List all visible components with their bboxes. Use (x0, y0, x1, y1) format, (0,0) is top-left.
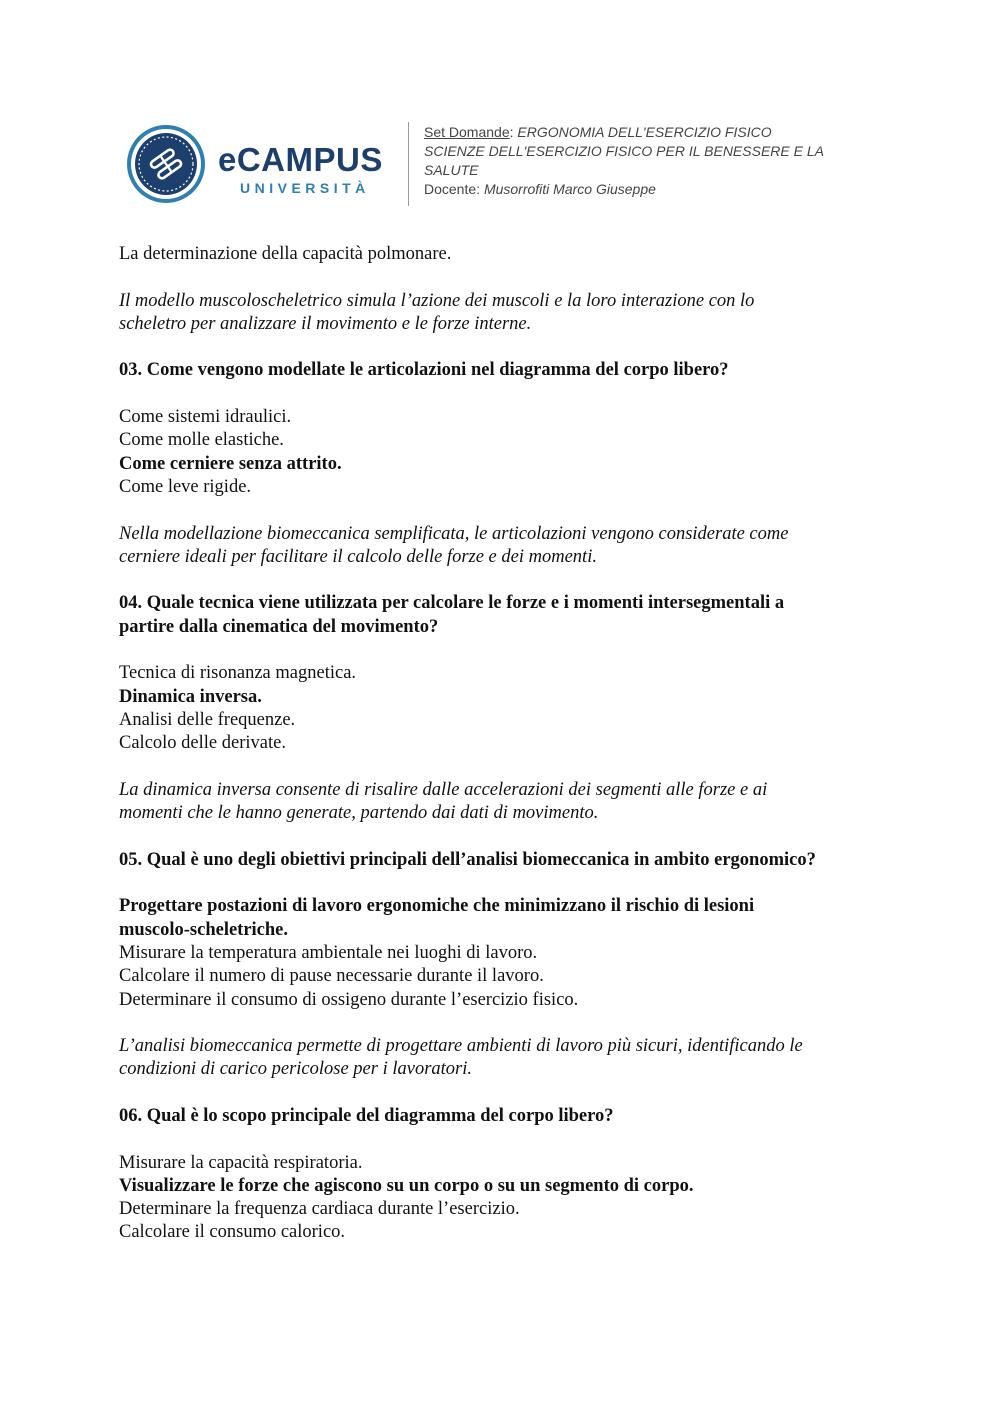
correct-answer: Progettare postazioni di lavoro ergonomiche che minimizzano il rischio di lesioni (119, 896, 755, 917)
answer-option: Tecnica di risonanza magnetica. (119, 663, 357, 684)
logo-subtitle: UNIVERSITÀ (240, 180, 370, 196)
header-divider (408, 122, 409, 206)
explanation-text: Il modello muscoloscheletrico simula l’azione dei muscoli e la loro interazione con lo (119, 290, 755, 311)
answer-option: Determinare la frequenza cardiaca durante l’esercizio. (119, 1199, 520, 1220)
question-03: 03. Come vengono modellate le articolazioni nel diagramma del corpo libero? (119, 360, 729, 381)
explanation-text: scheletro per analizzare il movimento e le forze interne. (119, 313, 532, 334)
answer-option: Come molle elastiche. (119, 430, 284, 451)
explanation-text: La dinamica inversa consente di risalire dalle accelerazioni dei segmenti alle forze e ai (119, 779, 768, 800)
teacher-label: Docente (424, 181, 477, 197)
answer-option: Determinare il consumo di ossigeno durante l’esercizio fisico. (119, 989, 579, 1010)
answer-option: Misurare la temperatura ambientale nei luoghi di lavoro. (119, 942, 538, 963)
question-list (119, 243, 894, 1245)
correct-answer: Come cerniere senza attrito. (119, 453, 342, 474)
answer-option: Come leve rigide. (119, 476, 252, 497)
ecampus-emblem-logo (126, 124, 206, 204)
answer-option: Calcolare il consumo calorico. (119, 1222, 346, 1243)
explanation-text: L’analisi biomeccanica permette di progettare ambienti di lavoro più sicuri, identificando le (119, 1036, 803, 1057)
explanation-text: condizioni di carico pericolose per i lavoratori. (119, 1059, 472, 1080)
answer-option: Calcolare il numero di pause necessarie durante il lavoro. (119, 966, 544, 987)
logo-wordmark: eCAMPUS (218, 141, 383, 178)
course-info (424, 123, 874, 199)
answer-option: Calcolo delle derivate. (119, 733, 286, 754)
explanation-text: momenti che le hanno generate, partendo dai dati di movimento. (119, 803, 599, 824)
teacher-line: Docente: Musorrofiti Marco Giuseppe (424, 181, 656, 197)
answer-option: Come sistemi idraulici. (119, 407, 292, 428)
explanation-text: cerniere ideali per facilitare il calcolo delle forze e dei momenti. (119, 546, 597, 567)
set-title: ERGONOMIA DELL'ESERCIZIO FISICO (517, 124, 772, 140)
answer-option: Analisi delle frequenze. (119, 709, 296, 730)
correct-answer: Dinamica inversa. (119, 686, 262, 707)
set-line: Set Domande: ERGONOMIA DELL'ESERCIZIO FISICO (424, 124, 772, 140)
document-header (122, 120, 882, 210)
question-04: 04. Quale tecnica viene utilizzata per calcolare le forze e i momenti intersegmentali a (119, 593, 785, 614)
teacher-name: Musorrofiti Marco Giuseppe (483, 181, 656, 197)
course-name-line-1: SCIENZE DELL'ESERCIZIO FISICO PER IL BENESSERE E LA (424, 143, 824, 159)
answer-option: Misurare la capacità respiratoria. (119, 1152, 363, 1173)
question-04-continued: partire dalla cinematica del movimento? (119, 616, 439, 637)
answer-option: La determinazione della capacità polmonare. (119, 244, 452, 264)
set-label: Set Domande (424, 124, 510, 140)
explanation-text: Nella modellazione biomeccanica semplificata, le articolazioni vengono considerate come (119, 523, 789, 544)
question-05: 05. Qual è uno degli obiettivi principali dell’analisi biomeccanica in ambito ergonomico? (119, 849, 816, 870)
course-name-line-2: SALUTE (424, 162, 479, 178)
correct-answer: Visualizzare le forze che agiscono su un corpo o su un segmento di corpo. (119, 1175, 694, 1196)
correct-answer-continued: muscolo-scheletriche. (119, 919, 289, 940)
question-06: 06. Qual è lo scopo principale del diagramma del corpo libero? (119, 1105, 614, 1126)
